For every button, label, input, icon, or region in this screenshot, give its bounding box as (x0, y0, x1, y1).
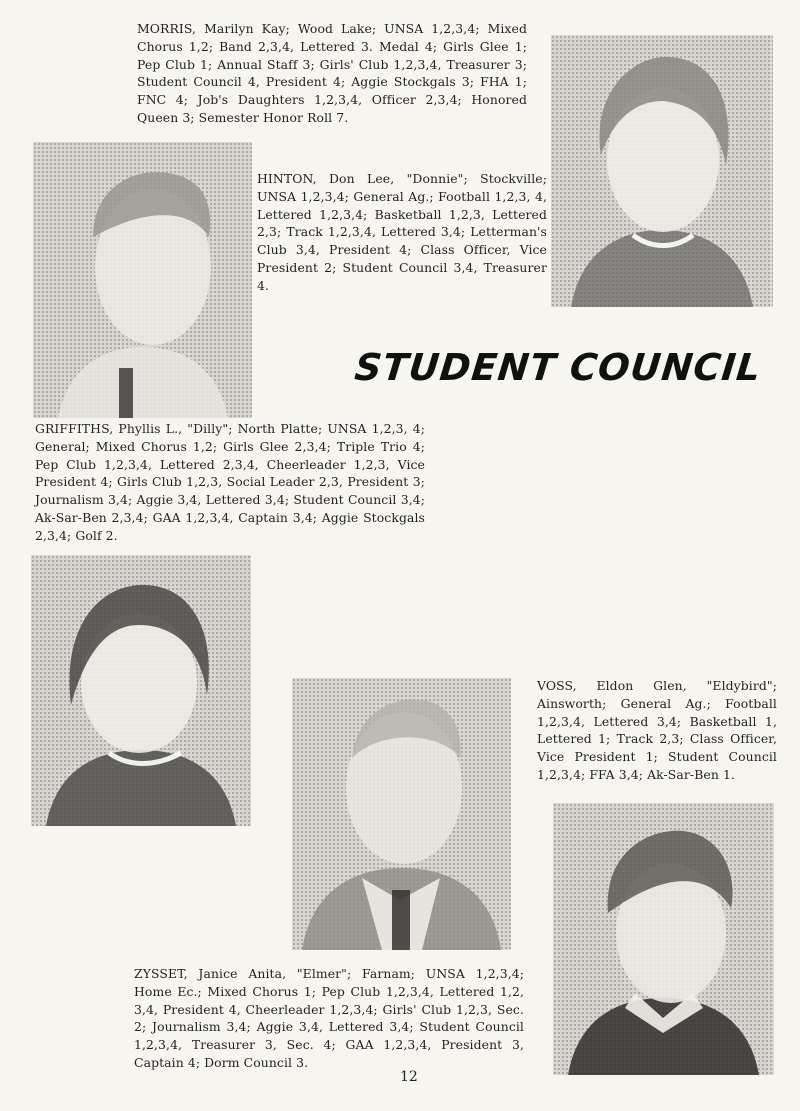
portrait-zysset-illustration (553, 803, 774, 1075)
bio-griffiths: GRIFFITHS, Phyllis L., "Dilly"; North Platte; UNSA 1,2,3, 4; General; Mixed Chorus 1,2; Girls Glee 2,3,4; Triple Trio 4; Pep Club 1,2,3,4, Lettered 2,3,4, Cheerleader 1,2,3, Vice President 4; Girls Club 1,2,3, Social Leader 2,3, President 3; Journalism 3,4; Aggie 3,4, Lettered 3,4; Student Council 3,4; Ak-Sar-Ben 2,3,4; GAA 1,2,3,4, Captain 3,4; Aggie Stockgals 2,3,4; Golf 2. (35, 421, 425, 543)
bio-hinton: HINTON, Don Lee, "Donnie"; Stockville; UNSA 1,2,3,4; General Ag.; Football 1,2,3, 4, Lettered 1,2,3,4; Basketball 1,2,3, Lettered 2,3; Track 1,2,3,4, Lettered 3,4; Letterman's Club 3,4, President 4; Class Officer, Vice President 2; Student Council 3,4, Treasurer 4. (257, 171, 547, 293)
portrait-voss-illustration (292, 678, 511, 950)
portrait-morris-illustration (551, 35, 773, 307)
portrait-griffiths-illustration (31, 555, 251, 826)
bio-zysset: ZYSSET, Janice Anita, "Elmer"; Farnam; UNSA 1,2,3,4; Home Ec.; Mixed Chorus 1; Pep Club 1,2,3,4, Lettered 1,2, 3,4, President 4, Cheerleader 1,2,3,4; Girls' Club 1,2,3, Sec. 2; Journalism 3,4; Aggie 3,4, Lettered 3,4; Student Council 1,2,3,4, Treasurer 3, Sec. 4; GAA 1,2,3,4, President 3, Captain 4; Dorm Council 3. (134, 966, 524, 1070)
bio-morris: MORRIS, Marilyn Kay; Wood Lake; UNSA 1,2,3,4; Mixed Chorus 1,2; Band 2,3,4, Lettered 3. Medal 4; Girls Glee 1; Pep Club 1; Annual Staff 3; Girls' Club 1,2,3,4, Treasurer 3; Student Council 4, President 4; Aggie Stockgals 3; FHA 1; FNC 4; Job's Daughters 1,2,3,4, Officer 2,3,4; Honored Queen 3; Semester Honor Roll 7. (137, 21, 527, 125)
portrait-photo-griffiths (31, 555, 251, 826)
page-number: 12 (400, 1069, 418, 1085)
portrait-photo-voss (292, 678, 511, 950)
section-title: STUDENT COUNCIL (352, 346, 764, 389)
portrait-photo-hinton (33, 142, 252, 418)
bio-voss: VOSS, Eldon Glen, "Eldybird"; Ainsworth; General Ag.; Football 1,2,3,4, Lettered 3,4; Basketball 1, Lettered 1; Track 2,3; Class Officer, Vice President 1; Student Council 1,2,3,4; FFA 3,4; Ak-Sar-Ben 1. (537, 678, 777, 782)
portrait-photo-zysset (553, 803, 774, 1075)
portrait-hinton-illustration (33, 142, 252, 418)
portrait-photo-morris (551, 35, 773, 307)
